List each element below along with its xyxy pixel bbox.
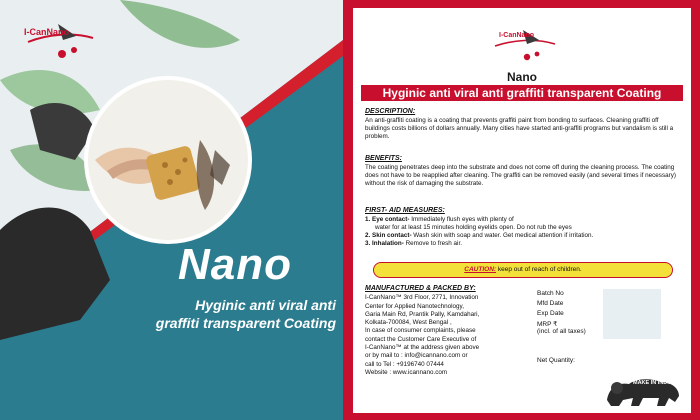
- front-brand-logo: [18, 14, 98, 62]
- manufacturer-line: Center for Applied Nanotechnology,: [365, 302, 464, 310]
- make-in-india-logo: [603, 372, 683, 410]
- caution-box: [373, 262, 673, 278]
- manufacturer-section: [365, 285, 525, 377]
- manufacturer-heading: MANUFACTURED & PACKED BY:: [365, 285, 476, 292]
- back-banner: Hyginic anti viral anti graffiti transparent Coating: [361, 85, 683, 101]
- description-text: An anti-graffiti coating is a coating that prevents graffiti paint from bonding to surfaces. Cleaning graffiti off buildings costs billions of dollars annually. Many cities have started anti-graffiti programs but vandalism is still a problem.: [365, 117, 674, 140]
- manufacturer-line: I-CanNano™ 3rd Floor, 2771, Innovation: [365, 294, 479, 302]
- front-subtitle-line2: graffiti transparent Coating: [155, 315, 336, 331]
- back-label: [353, 8, 691, 413]
- manufacturer-line: Website : www.icannano.com: [365, 368, 448, 376]
- mrp-note: (incl. of all taxes): [537, 327, 586, 335]
- front-heading: Nano: [178, 240, 292, 289]
- back-brand-logo: [489, 24, 559, 64]
- brand-logo-icon: [18, 14, 98, 62]
- description-section: [365, 108, 683, 141]
- make-in-india-text: MAKE IN INDIA: [633, 380, 673, 386]
- manufacturer-line: or by mail to : info@icannano.com or: [365, 352, 468, 360]
- first-aid-item: water for at least 15 minutes holding eyelids open. Do not rub the eyes: [375, 224, 572, 231]
- back-panel: [343, 0, 700, 420]
- front-logo-text: I-CanNano: [24, 27, 69, 37]
- lion-icon: [603, 372, 683, 410]
- first-aid-heading: FIRST- AID MEASURES:: [365, 207, 445, 214]
- caution-label: CAUTION:: [464, 266, 497, 273]
- front-subtitle: [100, 296, 336, 332]
- mrp-label: MRP ₹: [537, 320, 558, 328]
- mfd-date-label: Mfd Date: [537, 300, 564, 308]
- batch-info-box: [603, 289, 661, 339]
- manufacturer-line: In case of consumer complaints, please: [365, 327, 476, 335]
- benefits-section: [365, 155, 683, 188]
- benefits-text: The coating penetrates deep into the substrate and does not come off during the cleaning process. The coating does not have to be reapplied after cleaning. The graffiti can be removed easily (and several times if necessary) without the risk of damaging the substrate.: [365, 164, 676, 187]
- back-logo-text: I-CanNano: [499, 32, 534, 39]
- manufacturer-line: call to Tel : +9196740 07444: [365, 360, 444, 368]
- front-subtitle-line1: Hyginic anti viral anti: [195, 297, 336, 313]
- manufacturer-line: Garia Main Rd, Prantik Pally, Kamdahari,: [365, 310, 480, 318]
- caution-text: keep out of reach of children.: [497, 266, 582, 273]
- front-background: [0, 0, 343, 420]
- first-aid-item: 2. Skin contact- Wash skin with soap and water. Get medical attention if irritation.: [365, 232, 594, 239]
- description-heading: DESCRIPTION:: [365, 108, 416, 115]
- first-aid-section: [365, 207, 683, 248]
- exp-date-label: Exp Date: [537, 310, 564, 318]
- manufacturer-line: contact the Customer Care Executive of: [365, 335, 477, 343]
- benefits-heading: BENEFITS:: [365, 155, 402, 162]
- front-panel: [0, 0, 343, 420]
- batch-fields: [537, 289, 607, 337]
- first-aid-item: 3. Inhalation- Remove to fresh air.: [365, 240, 462, 247]
- first-aid-item: 1. Eye contact- Immediately flush eyes with plenty of: [365, 216, 514, 223]
- batch-no-label: Batch No: [537, 290, 564, 297]
- back-brand-logo-icon: [489, 24, 559, 64]
- back-heading: Nano: [507, 70, 537, 84]
- manufacturer-line: I-CanNano™ at the address given above: [365, 344, 480, 352]
- manufacturer-line: Kolkata-700084, West Bengal ,: [365, 319, 452, 327]
- net-quantity-label: Net Quantity:: [537, 357, 575, 364]
